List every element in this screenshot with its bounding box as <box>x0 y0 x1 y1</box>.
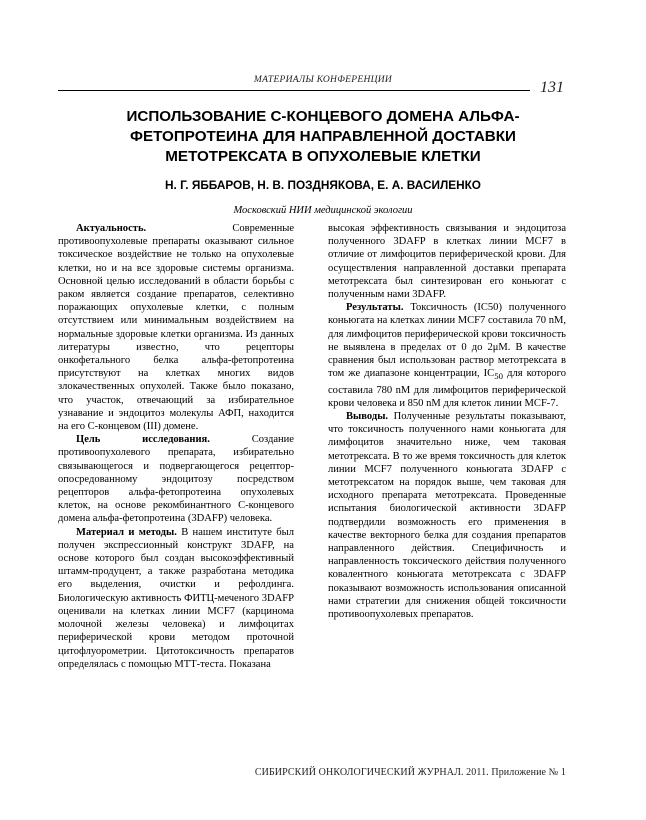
paragraph-methods <box>58 526 294 671</box>
ic50-subscript: 50 <box>494 371 504 382</box>
left-column <box>58 222 294 671</box>
text-aim: Создание противоопухолевого препарата, избирательно связывающегося и подвергающегося рецептор-опосредованному эндоцитозу посредством рецепторов альфа-фетопротеина опухолевых клеток, на основе рекомбинантного С-концевого домена альфа-фетопротеина (3DAFP) человека. <box>58 434 294 525</box>
header-rule <box>58 90 530 91</box>
heading-aim: Цель исследования. <box>76 434 210 446</box>
paragraph-results <box>328 301 566 410</box>
journal-footer: СИБИРСКИЙ ОНКОЛОГИЧЕСКИЙ ЖУРНАЛ. 2011. Приложение № 1 <box>254 767 566 778</box>
page-number: 131 <box>540 79 564 96</box>
paragraph-methods-continued: высокая эффективность связывания и эндоцитоза полученного 3DAFP в клетках линии MCF7 в отличие от лимфоцитов периферической крови. Для осуществления направленной доставки препарата метотрексата был синтезирован его коньюгат с полученным нами 3DAFP. <box>328 223 566 301</box>
text-relevance: Современные противоопухолевые препараты оказывают сильное токсическое воздействие не только на опухолевые клетки, но и на все здоровые системы организма. Основной целью исследований в области борьбы с раком является создание препаратов, селективно поражающих опухолевые клетки, с полным отсутствием или минимальным воздействием на нормальные здоровые клетки организма. Из данных литературы известно, что рецепторы онкофетального белка альфа-фетопротеина присутствуют на клетках многих видов злокачественных опухолей. Также было показано, что участок, отвечающий за избирательное узнавание и эндоцитоз молекулы АФП, находится на его С-концевом (III) домене. <box>58 223 294 433</box>
authors: Н. Г. ЯББАРОВ, Н. В. ПОЗДНЯКОВА, Е. А. ВАСИЛЕНКО <box>165 178 481 192</box>
paragraph-conclusions <box>328 410 566 621</box>
running-header: МАТЕРИАЛЫ КОНФЕРЕНЦИИ <box>253 75 393 85</box>
heading-relevance: Актуальность. <box>76 223 147 234</box>
text-results-2: для которого составила 780 nM для лимфоцитов периферической крови человека и 850 nM для клеток линии MCF-7. <box>328 368 566 409</box>
paragraph-aim <box>58 433 294 525</box>
text-methods: В нашем институте был получен экспрессионный конструкт 3DAFP, на основе которого был создан высокоэффективный штамм-продуцент, а также разработана методика его выделения, очистки и рефолдинга. Биологическую активность ФИТЦ-меченого 3DAFP оценивали на клетках линии MCF7 (карцинома молочной железы человека) и лимфоцитах периферической крови методом проточной цитофлуорометрии. Цитотоксичность препаратов определялась с помощью МТТ-теста. Показана <box>58 526 294 670</box>
article-title: ИСПОЛЬЗОВАНИЕ С-КОНЦЕВОГО ДОМЕНА АЛЬФА-ФЕТОПРОТЕИНА ДЛЯ НАПРАВЛЕННОЙ ДОСТАВКИ МЕТОТРЕКСАТА В ОПУХОЛЕВЫЕ КЛЕТКИ <box>126 108 520 165</box>
paragraph-relevance <box>58 222 294 433</box>
affiliation: Московский НИИ медицинской экологии <box>233 205 413 216</box>
text-results-1: Токсичность (IC50) полученного коньюгата на клетках линии MCF7 составила 70 nM, для лимфоцитов периферической крови токсичность не выявлена в пределах от 0 до 2μM. В качестве сравнения был использован раствор метотрексата в том же диапазоне концентрации, IC <box>328 302 566 380</box>
heading-methods: Материал и методы. <box>76 526 177 538</box>
heading-results: Результаты. <box>346 302 404 314</box>
text-conclusions: Полученные результаты показывают, что токсичность полученного нами коньюгата для лимфоцитов значительно ниже, чем таковая метотрексата. В то же время токсичность для клеток линии MCF7 полученного коньюгата 3DAFP с метотрексатом на порядок выше, чем таковая для исходного препарата метотрексата. Проведенные испытания биологической активности 3DAFP подтвердили возможность его применения в качестве векторного белка для создания препаратов направленного действия. Специфичность и направленность токсического действия полученного ковалентного коньюгата метотрексата с 3DAFP показывают возможность использования описанной нами стратегии для снижения общей токсичности противоопухолевых препаратов. <box>328 410 567 620</box>
heading-conclusions: Выводы. <box>346 410 389 422</box>
right-column <box>328 222 566 621</box>
